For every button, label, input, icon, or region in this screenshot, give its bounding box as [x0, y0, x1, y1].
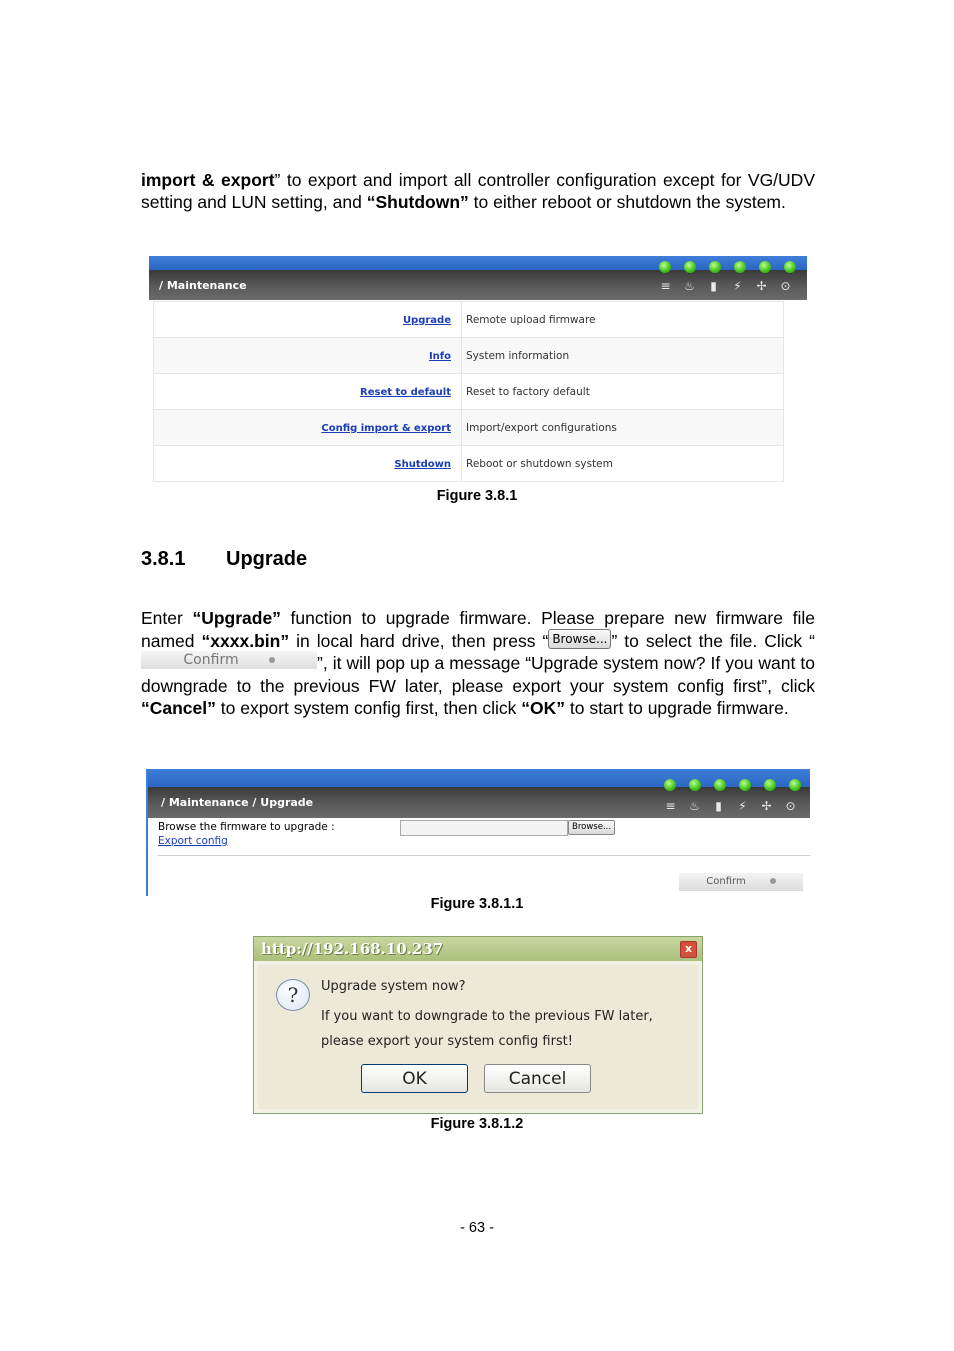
firmware-file-input[interactable] — [400, 820, 568, 836]
ok-button[interactable]: OK — [361, 1064, 468, 1093]
ups-icon[interactable]: ⊙ — [780, 279, 791, 293]
confirm-button[interactable] — [679, 873, 803, 891]
intro-bold-1: import & export — [141, 170, 275, 190]
figure-caption: Figure 3.8.1.2 — [430, 1116, 524, 1132]
disk-icon[interactable]: ≡ — [665, 799, 676, 813]
system-icons — [659, 280, 792, 293]
confirm-button-inline — [141, 651, 317, 669]
body-text: function to upgrade firmware. Please prepare new firmware file named — [141, 608, 815, 651]
body-bold: “Cancel” — [141, 698, 216, 718]
body-text: to export system config first, then click — [215, 698, 522, 718]
menu-description: System information — [462, 338, 784, 374]
cancel-button[interactable]: Cancel — [484, 1064, 591, 1093]
status-leds — [659, 261, 796, 273]
reset-to-default-link[interactable]: Reset to default — [360, 386, 451, 398]
menu-row — [154, 446, 784, 482]
upgrade-panel — [146, 769, 810, 896]
dialog-message-1: Upgrade system now? — [321, 979, 466, 994]
power-supply-icon[interactable]: ▮ — [715, 799, 722, 813]
body-bold: “xxxx.bin” — [201, 630, 290, 651]
section-heading — [141, 548, 307, 571]
browse-button-inline: Browse... — [548, 629, 611, 649]
browse-button[interactable]: Browse... — [568, 820, 615, 835]
dot-icon — [269, 657, 275, 663]
menu-row — [154, 302, 784, 338]
info-link[interactable]: Info — [428, 350, 451, 362]
status-led-icon — [714, 779, 726, 791]
intro-paragraph — [141, 170, 815, 213]
upgrade-link[interactable]: Upgrade — [402, 314, 451, 326]
panel-title: / Maintenance / Upgrade — [161, 796, 314, 809]
browse-label: Browse the firmware to upgrade : — [158, 821, 335, 833]
dialog-body — [258, 965, 698, 1109]
menu-row — [154, 374, 784, 410]
body-text: to start to upgrade firmware. — [565, 698, 789, 718]
body-bold: “Upgrade” — [192, 608, 281, 628]
disk-icon[interactable]: ≡ — [660, 279, 671, 293]
intro-text-2: to either reboot or shutdown the system. — [468, 191, 786, 212]
body-text: Enter — [141, 608, 193, 628]
confirm-label: Confirm — [706, 876, 746, 887]
body-text: ”, it will pop up a message “Upgrade system now? If you want to downgrade to the previous FW later, please export your system config first”, click — [141, 653, 815, 696]
body-paragraph — [141, 607, 815, 720]
figure-caption: Figure 3.8.1.1 — [430, 896, 524, 912]
confirm-inline-label: Confirm — [183, 652, 239, 669]
status-led-icon — [739, 779, 751, 791]
maintenance-menu — [153, 301, 784, 482]
fan-icon[interactable]: ✢ — [761, 799, 772, 813]
menu-description: Reboot or shutdown system — [462, 446, 784, 482]
status-led-icon — [684, 261, 696, 273]
question-icon: ? — [276, 979, 310, 1011]
thermometer-icon[interactable]: ♨ — [689, 799, 700, 813]
menu-row — [154, 338, 784, 374]
status-led-icon — [764, 779, 776, 791]
dot-icon — [770, 878, 776, 884]
voltage-icon[interactable]: ⚡ — [738, 799, 747, 813]
dialog-title: http://192.168.10.237 — [261, 940, 444, 958]
section-number: 3.8.1 — [141, 548, 186, 570]
status-led-icon — [664, 779, 676, 791]
section-title: Upgrade — [226, 548, 308, 570]
config-import-export-link[interactable]: Config import & export — [321, 422, 451, 434]
figure-caption: Figure 3.8.1 — [436, 488, 518, 504]
body-text: ” to select the file. Click “ — [611, 630, 815, 651]
dialog-message-3: please export your system config first! — [321, 1034, 573, 1049]
intro-text-1: ” to export and import all controller configuration except for VG/UDV setting and LUN setting, and — [141, 170, 815, 212]
menu-description: Reset to factory default — [462, 374, 784, 410]
thermometer-icon[interactable]: ♨ — [684, 279, 695, 293]
status-led-icon — [689, 779, 701, 791]
status-leds — [664, 779, 801, 791]
body-bold: “OK” — [521, 698, 566, 718]
panel-title: / Maintenance — [159, 279, 247, 292]
divider — [158, 855, 810, 856]
close-icon[interactable]: x — [680, 941, 697, 958]
status-led-icon — [789, 779, 801, 791]
page-number: - 63 - — [460, 1220, 494, 1236]
power-supply-icon[interactable]: ▮ — [710, 279, 717, 293]
voltage-icon[interactable]: ⚡ — [733, 279, 742, 293]
confirm-dialog — [253, 936, 703, 1114]
dialog-title-bar — [254, 937, 702, 961]
menu-description: Import/export configurations — [462, 410, 784, 446]
menu-description: Remote upload firmware — [462, 302, 784, 338]
system-icons — [664, 800, 797, 813]
status-led-icon — [784, 261, 796, 273]
body-text: in local hard drive, then press “ — [289, 630, 549, 651]
status-led-icon — [759, 261, 771, 273]
menu-row — [154, 410, 784, 446]
shutdown-link[interactable]: Shutdown — [394, 458, 451, 470]
ups-icon[interactable]: ⊙ — [785, 799, 796, 813]
dialog-message-2: If you want to downgrade to the previous FW later, — [321, 1009, 653, 1024]
status-led-icon — [659, 261, 671, 273]
status-led-icon — [709, 261, 721, 273]
intro-bold-2: “Shutdown” — [366, 191, 469, 212]
fan-icon[interactable]: ✢ — [756, 279, 767, 293]
status-led-icon — [734, 261, 746, 273]
export-config-link[interactable]: Export config — [158, 835, 228, 847]
